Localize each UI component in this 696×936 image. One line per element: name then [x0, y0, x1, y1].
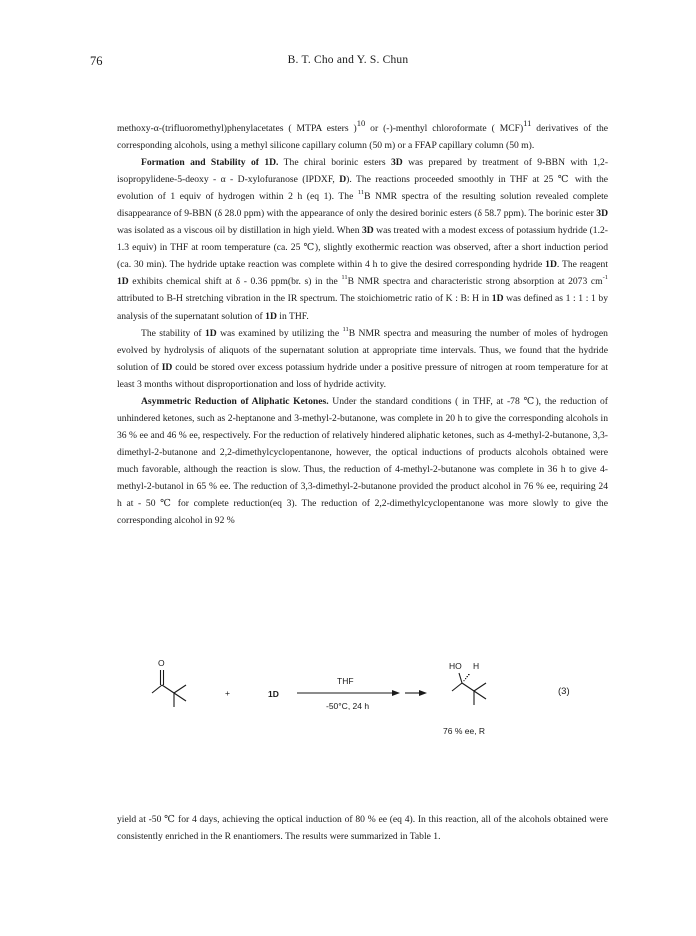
- text-run: The stability of: [141, 327, 205, 339]
- paragraph-derivatives: [117, 120, 608, 154]
- text-run: was isolated as a viscous oil by distillation in high yield. When: [117, 225, 362, 237]
- reaction-scheme-drawing: [130, 655, 600, 775]
- superscript: 11: [342, 325, 349, 333]
- ketone-bond: [174, 685, 186, 693]
- text-run: derivatives of the corresponding alcohols, using a methyl silicone capillary column (50 m) or a FFAP capillary column (50 m).: [117, 123, 608, 152]
- text-run: in THF.: [276, 310, 309, 322]
- text-run: B NMR spectra and measuring the number of moles of hydrogen evolved by hydrolysis of aliquots of the supernatant solution at appropriate time intervals. Thus, we found that the hydride solution of: [117, 327, 608, 373]
- compound-label: ID: [161, 361, 173, 373]
- product-bond: [474, 691, 486, 699]
- paragraph-formation-stability: [117, 154, 608, 324]
- body-text-lower: [117, 811, 608, 845]
- ketone-oxygen-label: O: [158, 658, 165, 668]
- product-ee-caption: 76 % ee, R: [443, 726, 486, 736]
- text-run: B NMR spectra of the resulting solution revealed complete disappearance of 9-BBN (δ 28.0 ppm) with the appearance of only the desired borinic esters (δ 58.7 ppm). The borinic ester: [117, 191, 609, 220]
- plus-sign: +: [225, 688, 230, 698]
- text-run: could be stored over excess potassium hydride under a positive pressure of nitrogen at room temperature for at least 3 months without disproportionation and loss of hydride activity.: [117, 361, 608, 390]
- superscript: 11: [357, 189, 365, 197]
- ketone-bond: [174, 693, 186, 701]
- text-run: was examined by utilizing the: [216, 327, 343, 339]
- text-run: ). The reactions proceeded smoothly in THF at 25 ℃ with the evolution of 1 equiv of hydrogen within 2 h (eq 1). The: [117, 174, 609, 203]
- product-hydroxyl-label: HO: [449, 661, 462, 671]
- text-run: was defined as 1 : 1 : 1 by analysis of the supernatant solution of: [117, 293, 608, 322]
- compound-label: 1D: [491, 293, 504, 305]
- product-bond: [459, 673, 462, 683]
- compound-label: 3D: [361, 225, 374, 237]
- page-number: 76: [90, 54, 103, 68]
- reference-superscript: 10: [356, 118, 366, 128]
- paragraph-stability-study: [117, 325, 608, 393]
- running-head-authors: B. T. Cho and Y. S. Chun: [287, 54, 409, 66]
- compound-label: 1D: [265, 310, 277, 322]
- section-heading-asymmetric: Asymmetric Reduction of Aliphatic Ketones.: [141, 395, 329, 407]
- reaction-arrow-head: [419, 690, 427, 696]
- stereo-hash-bond: [464, 674, 470, 681]
- compound-label: 1D: [545, 259, 557, 271]
- text-run: B NMR spectra and characteristic strong absorption at 2073 cm: [347, 276, 603, 288]
- compound-label: 1D: [204, 327, 217, 339]
- arrow-solvent-label: THF: [337, 676, 354, 686]
- superscript: 11: [341, 274, 348, 282]
- compound-label: 1D: [117, 276, 129, 288]
- compound-label: 3D: [390, 157, 403, 169]
- text-run: Under the standard conditions ( in THF, at -78 ℃), the reduction of unhindered ketones, such as 2-heptanone and 3-methyl-2-butanone, was complete in 20 h to give the corresponding alcohols in 36 % ee and 46 % ee, respectively. For the reduction of relatively hindered aliphatic ketones, such as 4-methyl-2-butanone, 3,3-dimethyl-2-butanone and 2,2-dimethylcyclopentanone, however, the optical inductions of products alcohols obtained were much favorable, although the reaction is slow. Thus, the reduction of 4-methyl-2-butanone was complete in 36 h to give 4-methyl-2-butanol in 65 % ee. The reduction of 3,3-dimethyl-2-butanone provided the product alcohol in 76 % ee, requiring 24 h at - 50 ℃ for complete reduction(eq 3). The reduction of 2,2-dimethylcyclopentanone was more slowly to give the corresponding alcohol in 92 %: [117, 395, 608, 527]
- equation-number: (3): [558, 686, 570, 697]
- text-run: was prepared by treatment of 9-BBN with 1,2-isopropylidene-5-deoxy - α - D-xylofuranose (IPDXF,: [117, 157, 609, 186]
- paragraph-results-summary: yield at -50 ℃ for 4 days, achieving the optical induction of 80 % ee (eq 4). In this reaction, all of the alcohols obtained were consistently enriched in the R enantiomers. The results were summarized in Table 1.: [117, 814, 608, 843]
- paragraph-asymmetric-reduction: [117, 393, 608, 529]
- running-head: [90, 54, 606, 70]
- text-run: The chiral borinic esters: [278, 157, 391, 169]
- reagent-label: 1D: [268, 689, 279, 699]
- text-run: . The reagent: [556, 259, 608, 271]
- product-hydrogen-label: H: [473, 661, 480, 671]
- text-run: methoxy-α-(trifluoromethyl)phenylacetates ( MTPA esters ): [117, 123, 357, 134]
- ketone-bond: [162, 685, 174, 693]
- reference-superscript: 11: [523, 118, 532, 128]
- text-run: attributed to B-H stretching vibration in the IR spectrum. The stoichiometric ratio of K : B: H in: [117, 293, 492, 305]
- reaction-scheme-eq3: [130, 655, 600, 775]
- arrow-conditions-label: -50°C, 24 h: [326, 701, 370, 711]
- superscript: -1: [602, 274, 609, 282]
- compound-label: D: [339, 174, 347, 186]
- compound-label: 3D: [596, 208, 608, 220]
- text-run: or (-)-menthyl chloroformate ( MCF): [365, 123, 524, 134]
- reaction-arrow-head: [392, 690, 400, 696]
- ketone-bond: [152, 685, 162, 693]
- product-bond: [462, 683, 474, 691]
- section-heading-formation: Formation and Stability of 1D.: [141, 157, 279, 169]
- body-text-upper: [117, 120, 608, 529]
- product-bond: [452, 683, 462, 691]
- text-run: exhibits chemical shift at δ - 0.36 ppm(br. s) in the: [128, 276, 342, 288]
- product-bond: [474, 683, 486, 691]
- text-run: was treated with a modest excess of potassium hydride (1.2-1.3 equiv) in THF at room temperature (ca. 25 ℃), slightly exothermic reaction was observed, after a short induction period (ca. 30 min). The hydride uptake reaction was complete within 4 h to give the desired corresponding hydride: [117, 225, 608, 271]
